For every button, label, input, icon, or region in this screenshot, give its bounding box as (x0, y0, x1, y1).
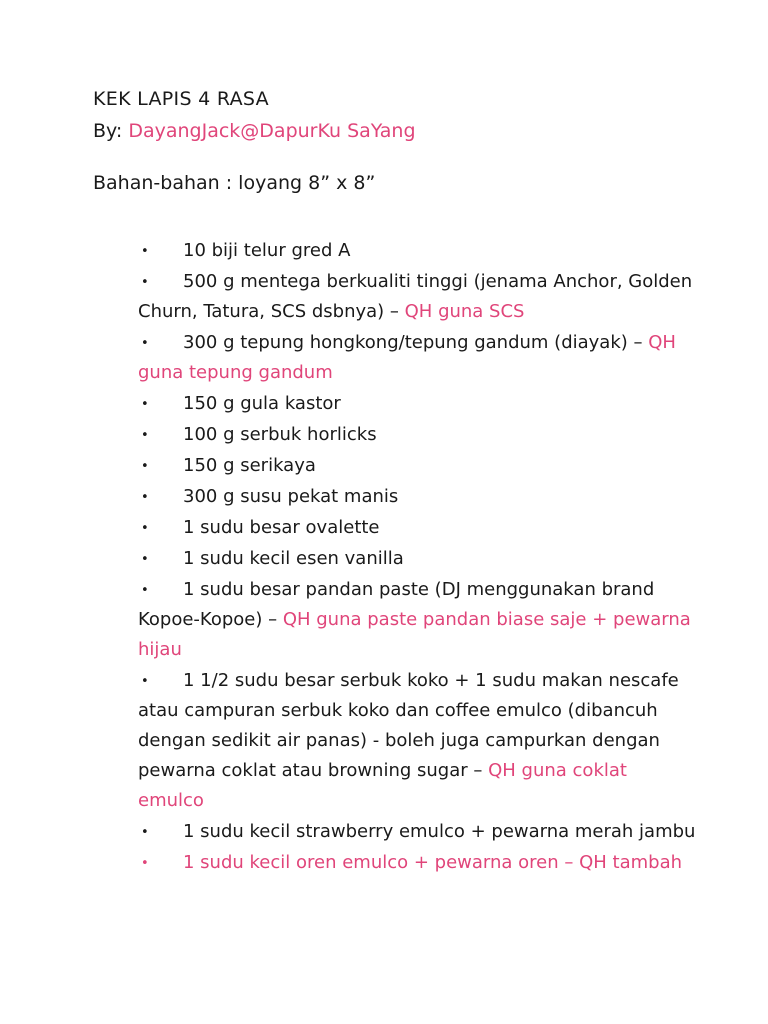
ingredient-text: 1 1/2 sudu besar serbuk koko + 1 sudu makan nescafe atau campuran serbuk koko dan coffee emulco (dibancuh dengan sedikit air panas) - boleh juga campurkan dengan pewarna coklat atau browning sugar – (138, 670, 679, 781)
ingredient-text: 1 sudu besar ovalette (183, 517, 380, 538)
ingredient-item (138, 544, 698, 574)
bullet-icon: • (141, 459, 149, 474)
ingredient-item (138, 817, 698, 847)
ingredient-item (138, 482, 698, 512)
ingredient-item (138, 666, 698, 816)
bullet-icon: • (141, 397, 149, 412)
ingredient-note: 1 sudu kecil oren emulco + pewarna oren – QH tambah (183, 852, 683, 873)
byline-prefix: By: (93, 120, 129, 142)
bullet-icon: • (141, 552, 149, 567)
ingredient-item (138, 848, 698, 878)
author-name: DayangJack@DapurKu SaYang (128, 120, 416, 142)
recipe-title: KEK LAPIS 4 RASA (93, 88, 269, 110)
ingredient-item (138, 236, 698, 266)
ingredient-note: QH guna tepung gandum (138, 332, 676, 383)
ingredient-item (138, 513, 698, 543)
byline (93, 118, 416, 144)
ingredient-note: QH guna paste pandan biase saje + pewarna hijau (138, 609, 691, 660)
bullet-icon: • (141, 244, 149, 259)
ingredient-text: 150 g gula kastor (183, 393, 341, 414)
ingredient-text: 100 g serbuk horlicks (183, 424, 377, 445)
ingredient-text: 1 sudu kecil strawberry emulco + pewarna merah jambu (183, 821, 696, 842)
ingredient-text: 10 biji telur gred A (183, 240, 351, 261)
ingredient-text: 500 g mentega berkualiti tinggi (jenama Anchor, Golden Churn, Tatura, SCS dsbnya) – (138, 271, 693, 322)
ingredient-text: 150 g serikaya (183, 455, 316, 476)
ingredient-note: QH guna coklat emulco (138, 760, 627, 811)
ingredients-heading: Bahan-bahan : loyang 8” x 8” (93, 172, 376, 194)
ingredient-item (138, 328, 698, 388)
ingredient-note: QH guna SCS (404, 301, 525, 322)
ingredient-item (138, 420, 698, 450)
ingredient-item (138, 451, 698, 481)
bullet-icon: • (141, 490, 149, 505)
bullet-icon: • (141, 856, 149, 871)
ingredient-text: 1 sudu besar pandan paste (DJ menggunakan brand Kopoe-Kopoe) – (138, 579, 655, 630)
bullet-icon: • (141, 428, 149, 443)
ingredient-list (138, 236, 698, 879)
ingredient-item (138, 267, 698, 327)
bullet-icon: • (141, 521, 149, 536)
ingredient-item (138, 575, 698, 665)
bullet-icon: • (141, 825, 149, 840)
ingredient-text: 300 g susu pekat manis (183, 486, 399, 507)
ingredient-text: 300 g tepung hongkong/tepung gandum (diayak) – (183, 332, 649, 353)
bullet-icon: • (141, 583, 149, 598)
ingredient-text: 1 sudu kecil esen vanilla (183, 548, 404, 569)
bullet-icon: • (141, 674, 149, 689)
bullet-icon: • (141, 336, 149, 351)
ingredient-item (138, 389, 698, 419)
bullet-icon: • (141, 275, 149, 290)
